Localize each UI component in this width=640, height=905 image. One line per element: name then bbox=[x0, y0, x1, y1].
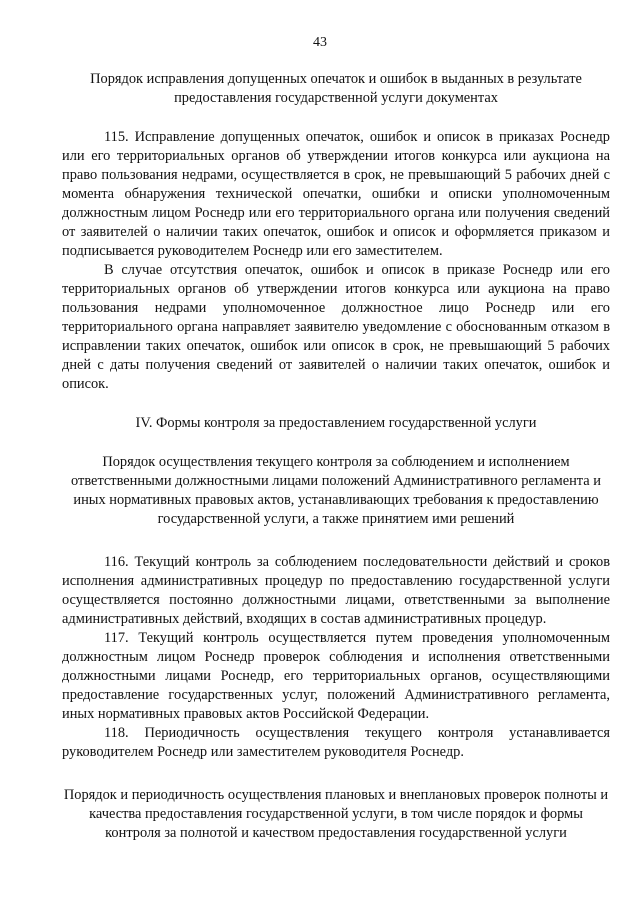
paragraph-115-continuation: В случае отсутствия опечаток, ошибок и описок в приказе Роснедр или его территориальных органов об утверждении итогов конкурса или аукциона на право пользования недрами уполномоченное должностное лицо Роснедр или его территориального органа направляет заявителю уведомление с обоснованным отказом в исправлении таких опечаток, ошибок или описок в срок, не превышающий 5 рабочих дней с даты получения сведений от заявителей о наличии таких опечаток, ошибок и описок. bbox=[62, 262, 610, 392]
heading-corrections: Порядок исправления допущенных опечаток и ошибок в выданных в результате предоставления государственной услуги документах bbox=[90, 71, 582, 106]
section-iv-title: IV. Формы контроля за предоставлением государственной услуги bbox=[135, 415, 537, 431]
heading-inspections: Порядок и периодичность осуществления плановых и внеплановых проверок полноты и качества предоставления государственной услуги, в том числе порядок и формы контроля за полнотой и качеством предоставления государственной услуги bbox=[63, 787, 609, 841]
paragraph-117: 117. Текущий контроль осуществляется путем проведения уполномоченным должностным лицом Роснедр проверок соблюдения и исполнения ответственными должностными лицами Роснедр, его территориальных органов, осуществляющими предоставление государственных услуг, положений Административного регламента, иных нормативных правовых актов Российской Федерации. bbox=[62, 630, 610, 722]
page-number: 43 bbox=[313, 35, 327, 50]
document-body bbox=[62, 70, 610, 843]
heading-current-control: Порядок осуществления текущего контроля за соблюдением и исполнением ответственными должностными лицами положений Административного регламента и иных нормативных правовых актов, устанавливающих требования к предоставлению государственной услуги, а также принятием ими решений bbox=[71, 454, 601, 527]
paragraph-116: 116. Текущий контроль за соблюдением последовательности действий и сроков исполнения административных процедур по предоставлению государственной услуги осуществляется постоянно должностными лицами, ответственными за выполнение административных действий, входящих в состав административных процедур. bbox=[62, 554, 610, 627]
paragraph-115: 115. Исправление допущенных опечаток, ошибок и описок в приказах Роснедр или его территориальных органов об утверждении итогов конкурса или аукциона на право пользования недрами, осуществляется в срок, не превышающий 5 рабочих дней с момента обнаружения технической опечатки, ошибки и описки уполномоченным должностным лицом Роснедр или его территориального органа или получения сведений от заявителей о наличии таких опечаток, ошибок и описок и оформляется приказом и подписывается руководителем Роснедр или его заместителем. bbox=[62, 129, 610, 259]
paragraph-118: 118. Периодичность осуществления текущего контроля устанавливается руководителем Роснедр или заместителем руководителя Роснедр. bbox=[62, 725, 610, 760]
